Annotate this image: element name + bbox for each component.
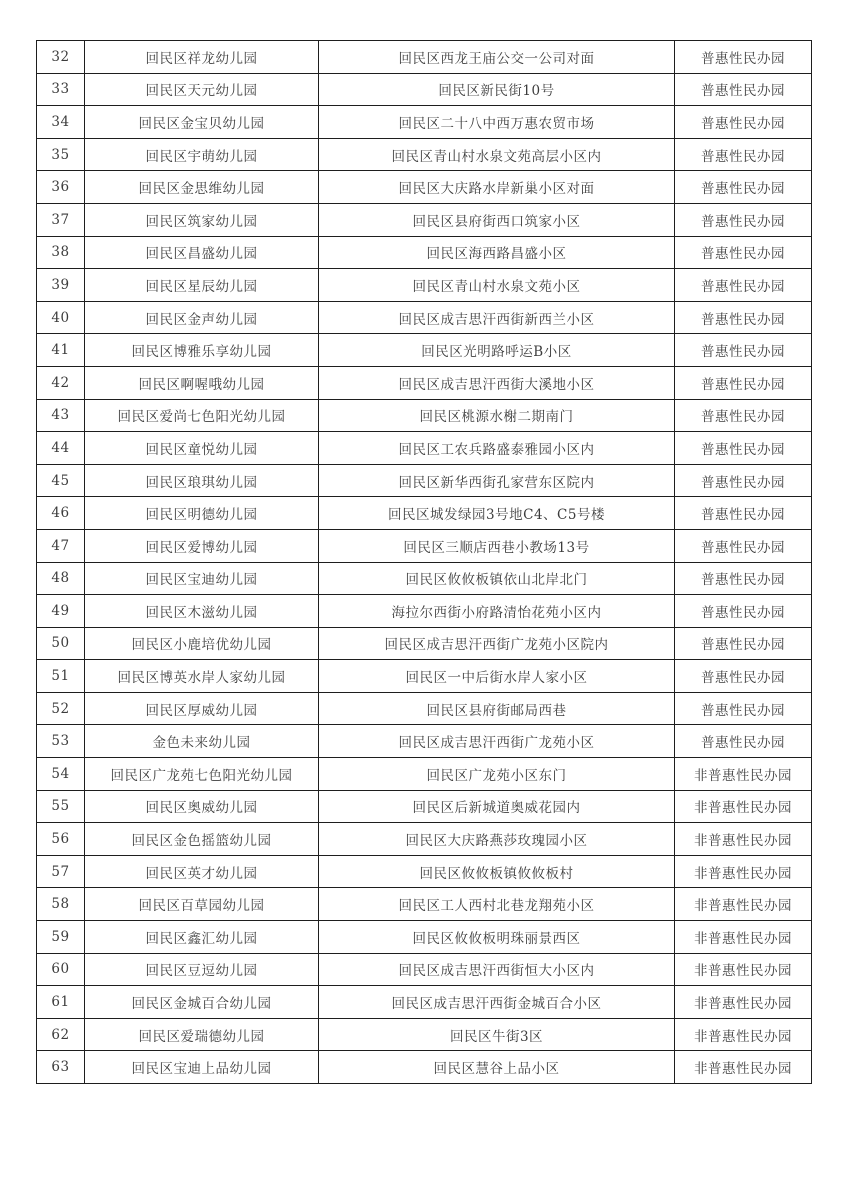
table-row xyxy=(37,725,812,758)
kindergarten-type: 非普惠性民办园 xyxy=(675,921,812,954)
table-row xyxy=(37,497,812,530)
kindergarten-address: 回民区西龙王庙公交一公司对面 xyxy=(319,41,675,74)
kindergarten-name: 回民区奥威幼儿园 xyxy=(85,790,319,823)
kindergarten-name: 回民区宝迪幼儿园 xyxy=(85,562,319,595)
row-number: 53 xyxy=(37,725,85,758)
table-row xyxy=(37,529,812,562)
kindergarten-type: 非普惠性民办园 xyxy=(675,1051,812,1084)
kindergarten-name: 回民区百草园幼儿园 xyxy=(85,888,319,921)
kindergarten-name: 回民区广龙苑七色阳光幼儿园 xyxy=(85,758,319,791)
kindergarten-name: 回民区金色摇篮幼儿园 xyxy=(85,823,319,856)
kindergarten-type: 普惠性民办园 xyxy=(675,171,812,204)
kindergarten-name: 回民区爱尚七色阳光幼儿园 xyxy=(85,399,319,432)
kindergarten-address: 回民区大庆路水岸新巢小区对面 xyxy=(319,171,675,204)
kindergarten-name: 回民区英才幼儿园 xyxy=(85,855,319,888)
kindergarten-name: 回民区爱瑞德幼儿园 xyxy=(85,1018,319,1051)
row-number: 32 xyxy=(37,41,85,74)
table-row xyxy=(37,758,812,791)
kindergarten-type: 普惠性民办园 xyxy=(675,41,812,74)
row-number: 45 xyxy=(37,464,85,497)
kindergarten-name: 回民区祥龙幼儿园 xyxy=(85,41,319,74)
kindergarten-name: 回民区童悦幼儿园 xyxy=(85,432,319,465)
kindergarten-name: 回民区啊喔哦幼儿园 xyxy=(85,366,319,399)
row-number: 47 xyxy=(37,529,85,562)
row-number: 60 xyxy=(37,953,85,986)
kindergarten-table xyxy=(36,40,812,1084)
row-number: 55 xyxy=(37,790,85,823)
document-page xyxy=(36,40,811,1084)
row-number: 57 xyxy=(37,855,85,888)
row-number: 50 xyxy=(37,627,85,660)
kindergarten-address: 回民区牛街3区 xyxy=(319,1018,675,1051)
row-number: 43 xyxy=(37,399,85,432)
table-row xyxy=(37,334,812,367)
table-body xyxy=(37,41,812,1084)
kindergarten-address: 回民区慧谷上品小区 xyxy=(319,1051,675,1084)
table-row xyxy=(37,236,812,269)
table-row xyxy=(37,823,812,856)
table-row xyxy=(37,888,812,921)
row-number: 35 xyxy=(37,138,85,171)
kindergarten-address: 回民区攸攸板明珠丽景西区 xyxy=(319,921,675,954)
table-row xyxy=(37,986,812,1019)
kindergarten-type: 非普惠性民办园 xyxy=(675,790,812,823)
kindergarten-address: 回民区工人西村北巷龙翔苑小区 xyxy=(319,888,675,921)
row-number: 52 xyxy=(37,692,85,725)
table-row xyxy=(37,921,812,954)
table-row xyxy=(37,464,812,497)
kindergarten-type: 普惠性民办园 xyxy=(675,595,812,628)
kindergarten-address: 回民区工农兵路盛泰雅园小区内 xyxy=(319,432,675,465)
kindergarten-address: 回民区成吉思汗西街广龙苑小区院内 xyxy=(319,627,675,660)
row-number: 34 xyxy=(37,106,85,139)
kindergarten-name: 回民区小鹿培优幼儿园 xyxy=(85,627,319,660)
row-number: 49 xyxy=(37,595,85,628)
kindergarten-type: 普惠性民办园 xyxy=(675,464,812,497)
kindergarten-type: 非普惠性民办园 xyxy=(675,888,812,921)
row-number: 59 xyxy=(37,921,85,954)
kindergarten-address: 回民区三顺店西巷小教场13号 xyxy=(319,529,675,562)
kindergarten-type: 普惠性民办园 xyxy=(675,138,812,171)
table-row xyxy=(37,399,812,432)
table-row xyxy=(37,269,812,302)
row-number: 39 xyxy=(37,269,85,302)
kindergarten-name: 回民区宇萌幼儿园 xyxy=(85,138,319,171)
kindergarten-name: 回民区鑫汇幼儿园 xyxy=(85,921,319,954)
kindergarten-address: 回民区城发绿园3号地C4、C5号楼 xyxy=(319,497,675,530)
row-number: 54 xyxy=(37,758,85,791)
table-row xyxy=(37,432,812,465)
kindergarten-address: 回民区海西路昌盛小区 xyxy=(319,236,675,269)
kindergarten-type: 普惠性民办园 xyxy=(675,660,812,693)
kindergarten-address: 回民区桃源水榭二期南门 xyxy=(319,399,675,432)
row-number: 51 xyxy=(37,660,85,693)
row-number: 33 xyxy=(37,73,85,106)
row-number: 58 xyxy=(37,888,85,921)
kindergarten-address: 回民区攸攸板镇依山北岸北门 xyxy=(319,562,675,595)
kindergarten-address: 回民区后新城道奥威花园内 xyxy=(319,790,675,823)
kindergarten-type: 非普惠性民办园 xyxy=(675,823,812,856)
kindergarten-name: 回民区宝迪上品幼儿园 xyxy=(85,1051,319,1084)
kindergarten-type: 非普惠性民办园 xyxy=(675,953,812,986)
table-row xyxy=(37,1051,812,1084)
kindergarten-address: 回民区成吉思汗西街广龙苑小区 xyxy=(319,725,675,758)
row-number: 44 xyxy=(37,432,85,465)
row-number: 61 xyxy=(37,986,85,1019)
kindergarten-address: 海拉尔西街小府路清怡花苑小区内 xyxy=(319,595,675,628)
table-row xyxy=(37,660,812,693)
kindergarten-name: 回民区金声幼儿园 xyxy=(85,301,319,334)
table-row xyxy=(37,953,812,986)
table-row xyxy=(37,106,812,139)
row-number: 37 xyxy=(37,203,85,236)
kindergarten-type: 普惠性民办园 xyxy=(675,334,812,367)
kindergarten-type: 普惠性民办园 xyxy=(675,627,812,660)
table-row xyxy=(37,1018,812,1051)
kindergarten-type: 非普惠性民办园 xyxy=(675,855,812,888)
table-row xyxy=(37,790,812,823)
kindergarten-address: 回民区县府街邮局西巷 xyxy=(319,692,675,725)
kindergarten-address: 回民区攸攸板镇攸攸板村 xyxy=(319,855,675,888)
table-row xyxy=(37,203,812,236)
kindergarten-type: 普惠性民办园 xyxy=(675,562,812,595)
kindergarten-address: 回民区成吉思汗西街恒大小区内 xyxy=(319,953,675,986)
kindergarten-type: 普惠性民办园 xyxy=(675,106,812,139)
row-number: 48 xyxy=(37,562,85,595)
kindergarten-name: 回民区筑家幼儿园 xyxy=(85,203,319,236)
kindergarten-name: 回民区琅琪幼儿园 xyxy=(85,464,319,497)
kindergarten-address: 回民区成吉思汗西街金城百合小区 xyxy=(319,986,675,1019)
row-number: 40 xyxy=(37,301,85,334)
kindergarten-address: 回民区青山村水泉文苑小区 xyxy=(319,269,675,302)
table-row xyxy=(37,595,812,628)
kindergarten-type: 非普惠性民办园 xyxy=(675,1018,812,1051)
kindergarten-name: 回民区爱博幼儿园 xyxy=(85,529,319,562)
kindergarten-name: 回民区厚威幼儿园 xyxy=(85,692,319,725)
kindergarten-type: 非普惠性民办园 xyxy=(675,986,812,1019)
row-number: 42 xyxy=(37,366,85,399)
kindergarten-type: 普惠性民办园 xyxy=(675,399,812,432)
kindergarten-type: 普惠性民办园 xyxy=(675,236,812,269)
kindergarten-address: 回民区新华西街孔家营东区院内 xyxy=(319,464,675,497)
kindergarten-name: 回民区金思维幼儿园 xyxy=(85,171,319,204)
kindergarten-address: 回民区一中后街水岸人家小区 xyxy=(319,660,675,693)
kindergarten-address: 回民区二十八中西万惠农贸市场 xyxy=(319,106,675,139)
kindergarten-name: 回民区天元幼儿园 xyxy=(85,73,319,106)
table-row xyxy=(37,855,812,888)
kindergarten-name: 回民区明德幼儿园 xyxy=(85,497,319,530)
kindergarten-name: 回民区金宝贝幼儿园 xyxy=(85,106,319,139)
kindergarten-type: 普惠性民办园 xyxy=(675,692,812,725)
table-row xyxy=(37,692,812,725)
table-row xyxy=(37,171,812,204)
kindergarten-type: 非普惠性民办园 xyxy=(675,758,812,791)
row-number: 62 xyxy=(37,1018,85,1051)
kindergarten-type: 普惠性民办园 xyxy=(675,269,812,302)
table-row xyxy=(37,562,812,595)
kindergarten-address: 回民区广龙苑小区东门 xyxy=(319,758,675,791)
table-row xyxy=(37,301,812,334)
kindergarten-name: 回民区博雅乐享幼儿园 xyxy=(85,334,319,367)
table-row xyxy=(37,366,812,399)
row-number: 41 xyxy=(37,334,85,367)
table-row xyxy=(37,41,812,74)
kindergarten-type: 普惠性民办园 xyxy=(675,301,812,334)
kindergarten-type: 普惠性民办园 xyxy=(675,366,812,399)
row-number: 56 xyxy=(37,823,85,856)
kindergarten-name: 回民区博英水岸人家幼儿园 xyxy=(85,660,319,693)
kindergarten-type: 普惠性民办园 xyxy=(675,725,812,758)
row-number: 46 xyxy=(37,497,85,530)
kindergarten-name: 回民区金城百合幼儿园 xyxy=(85,986,319,1019)
table-row xyxy=(37,138,812,171)
table-row xyxy=(37,627,812,660)
kindergarten-address: 回民区县府街西口筑家小区 xyxy=(319,203,675,236)
kindergarten-address: 回民区青山村水泉文苑高层小区内 xyxy=(319,138,675,171)
kindergarten-type: 普惠性民办园 xyxy=(675,203,812,236)
row-number: 36 xyxy=(37,171,85,204)
kindergarten-name: 金色未来幼儿园 xyxy=(85,725,319,758)
kindergarten-name: 回民区星辰幼儿园 xyxy=(85,269,319,302)
kindergarten-name: 回民区木滋幼儿园 xyxy=(85,595,319,628)
kindergarten-name: 回民区豆逗幼儿园 xyxy=(85,953,319,986)
kindergarten-address: 回民区新民街10号 xyxy=(319,73,675,106)
kindergarten-address: 回民区光明路呼运B小区 xyxy=(319,334,675,367)
kindergarten-address: 回民区大庆路燕莎玫瑰园小区 xyxy=(319,823,675,856)
kindergarten-type: 普惠性民办园 xyxy=(675,497,812,530)
kindergarten-type: 普惠性民办园 xyxy=(675,529,812,562)
row-number: 63 xyxy=(37,1051,85,1084)
kindergarten-type: 普惠性民办园 xyxy=(675,432,812,465)
row-number: 38 xyxy=(37,236,85,269)
kindergarten-address: 回民区成吉思汗西街新西兰小区 xyxy=(319,301,675,334)
kindergarten-name: 回民区昌盛幼儿园 xyxy=(85,236,319,269)
table-row xyxy=(37,73,812,106)
kindergarten-address: 回民区成吉思汗西街大溪地小区 xyxy=(319,366,675,399)
kindergarten-type: 普惠性民办园 xyxy=(675,73,812,106)
